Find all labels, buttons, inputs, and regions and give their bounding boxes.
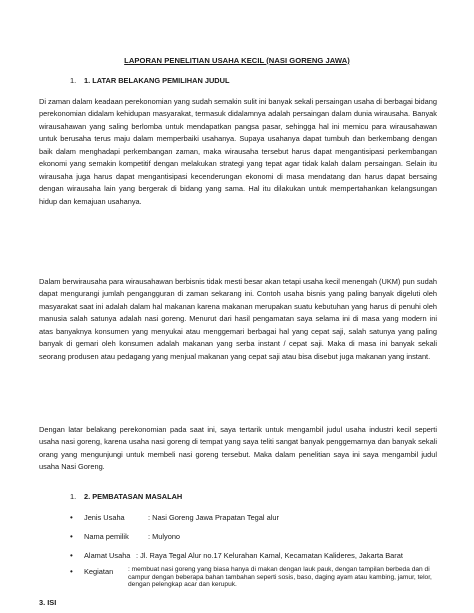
paragraph-3: Dengan latar belakang perekonomian pada saat ini, saya tertarik untuk mengambil judul usaha industri kecil seperti usaha nasi goreng, karena usaha nasi goreng di tempat yang saya teliti sangat banyak penggemarnya dan banyak sekali orang yang mengunjungi untuk membeli nasi goreng tersebut. Maka dalam penelitian saya ini saya mengambil judul usaha Nasi Goreng. — [39, 425, 437, 472]
section-heading-latar-belakang — [70, 76, 229, 85]
document-title: LAPORAN PENELITIAN USAHA KECIL (NASI GORENG JAWA) — [124, 56, 350, 65]
bullet-icon: • — [70, 567, 73, 576]
bullet-icon: • — [70, 532, 73, 541]
bullet-label: Kegiatan — [84, 567, 114, 576]
bullet-label: Alamat Usaha — [84, 551, 131, 560]
bullet-value: : Mulyono — [148, 532, 181, 541]
paragraph-2: Dalam berwirausaha para wirausahawan berbisnis tidak mesti besar akan tetapi usaha kecil menengah (UKM) pun sudah dapat mengurangi jumlah pengangguran di zaman sekarang ini. Contoh usaha bisnis yang paling banyak digeluti oleh masyarakat saat ini adalah dalam hal makanan karena makanan merupakan suatu kebutuhan yang harus di penuhi oleh manusia salah satunya adalah nasi goreng. Menurut dari hasil pengamatan saya selama ini di masa yang modern ini atas banyaknya konsumen yang menyukai atau menggemari berbagai hal yang cepat saji, salah satunya yang paling banyak di gemari oleh konsumen adalah makanan yang serba instant / cepat saji. Maka di masa ini banyak sekali seorang produsen atau pedagang yang menjual makanan yang cepat saji atau bisa disebut juga makanan yang instant. — [39, 277, 437, 361]
section-number: 1. — [70, 492, 77, 501]
section-title: 1. LATAR BELAKANG PEMILIHAN JUDUL — [84, 76, 230, 85]
section-number: 1. — [70, 76, 77, 85]
bullet-icon: • — [70, 551, 73, 560]
bullet-value: : Nasi Goreng Jawa Prapatan Tegal alur — [148, 513, 279, 522]
bullet-value: : membuat nasi goreng yang biasa hanya di makan dengan lauk pauk, dengan tampilan berbeda dan di campur dengan beberapa bahan tambahan seperti sosis, baso, daging ayam atau kambing, jamur, telor, dengan pelengkap acar dan kerupuk. — [128, 566, 432, 589]
paragraph-1: Di zaman dalam keadaan perekonomian yang sudah semakin sulit ini banyak sekali persaingan usaha di berbagai bidang perekonomian didalam kehidupan masyarakat, termasuk didalamnya adalah persaingan dalam dunia wirausaha. Banyak wirausahawan yang saling berlomba untuk mendapatkan pangsa pasar, sehingga hal ini memicu para wirausahawan untuk berusaha terus maju dalam memperbaiki usahanya. Supaya usahanya dapat tumbuh dan berkembang dengan baik dalam menghadapi perkembangan zaman, maka wirausaha tersebut harus dapat mengantisipasi perkembangan ekonomi yang semakin kompetitif dengan melakukan strategi yang tepat agar tidak kalah dalam persaingan. Selain itu wirausaha juga harus dapat mengantisipasi kecenderungan ekonomi di masa mendatang dan harus dapat bersaing dengan wirausaha lain yang bergerak di bidang yang sama. Hal itu dilakukan untuk mempertahankan kelangsungan hidup dan kemajuan usahanya. — [39, 97, 437, 206]
section-heading-isi: 3. ISI — [39, 598, 57, 607]
section-title: 2. PEMBATASAN MASALAH — [84, 492, 183, 501]
bullet-value: : Jl. Raya Tegal Alur no.17 Kelurahan Kamal, Kecamatan Kalideres, Jakarta Barat — [136, 551, 403, 560]
bullet-label: Nama pemilik — [84, 532, 129, 541]
bullet-label: Jenis Usaha — [84, 513, 125, 522]
section-heading-pembatasan — [70, 492, 182, 501]
bullet-icon: • — [70, 513, 73, 522]
